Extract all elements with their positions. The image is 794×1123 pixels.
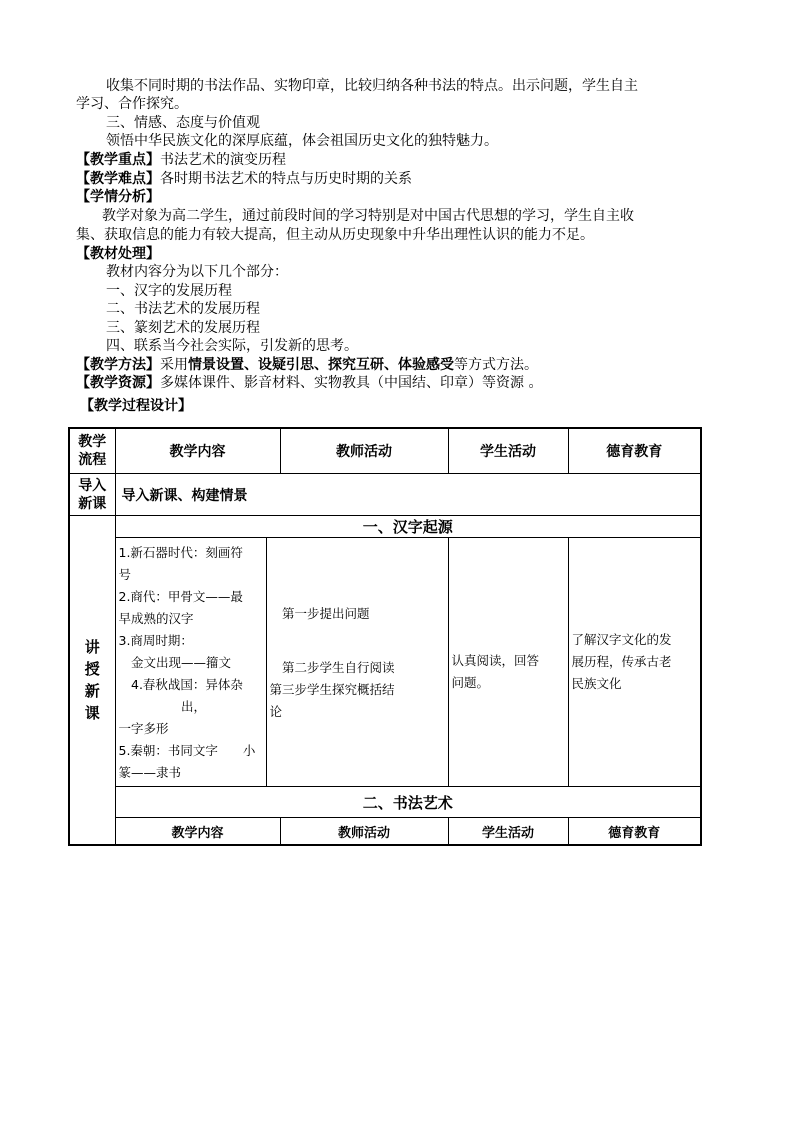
section2-header-row — [69, 818, 701, 846]
content-line: 一字多形 — [118, 721, 169, 736]
teaching-method-label: 【教学方法】 — [76, 357, 160, 373]
section1-title: 一、汉字起源 — [115, 516, 701, 538]
student-line: 认真阅读，回答 — [451, 653, 540, 668]
material-item-3: 三、篆刻艺术的发展历程 — [106, 320, 260, 336]
material-intro: 教材内容分为以下几个部分： — [106, 264, 288, 280]
lecture-label-char: 授 — [84, 660, 100, 678]
moral-line: 民族文化 — [571, 676, 622, 691]
learner-analysis-line-1: 教学对象为高二学生，通过前段时间的学习特别是对中国古代思想的学习，学生自主收 — [102, 208, 634, 224]
content-line: 2.商代：甲骨文——最 — [118, 589, 243, 604]
content-line: 篆——隶书 — [118, 765, 182, 780]
teaching-difficulty-label: 【教学难点】 — [76, 171, 160, 187]
material-item-1: 一、汉字的发展历程 — [106, 283, 232, 299]
objective-paragraph-line-1: 收集不同时期的书法作品、实物印章，比较归纳各种书法的特点。出示问题，学生自主 — [106, 78, 638, 94]
teaching-focus-label: 【教学重点】 — [76, 152, 160, 168]
content-line: 出， — [118, 699, 207, 714]
values-text: 领悟中华民族文化的深厚底蕴，体会祖国历史文化的独特魅力。 — [106, 133, 498, 149]
header-flow-line-1: 教学 — [78, 434, 107, 450]
content-line: 4.春秋战国：异体杂 — [118, 677, 243, 692]
intro-row — [69, 474, 701, 516]
teaching-method-post: 等方式方法。 — [454, 357, 538, 373]
teacher-line: 论 — [269, 704, 283, 719]
lecture-label-char: 讲 — [84, 638, 100, 656]
section1-title-row — [69, 516, 701, 538]
lecture-label — [69, 516, 115, 846]
intro-label-line-1: 导入 — [78, 477, 107, 494]
header-student: 学生活动 — [448, 428, 568, 474]
content-line: 号 — [118, 567, 132, 582]
section2-header-teacher: 教师活动 — [280, 818, 448, 846]
header-teacher: 教师活动 — [280, 428, 448, 474]
header-flow — [69, 428, 115, 474]
section1-teacher-cell — [266, 538, 448, 787]
table-header-row — [69, 428, 701, 474]
teacher-line: 第二步学生自行阅读 — [269, 660, 395, 675]
teacher-line: 第一步提出问题 — [269, 606, 370, 621]
content-line: 金文出现——籀文 — [118, 655, 232, 670]
teaching-resource — [76, 374, 542, 392]
teaching-method-bold: 情景设置、设疑引思、探究互研、体验感受 — [188, 357, 454, 373]
header-moral: 德育教育 — [568, 428, 701, 474]
content-line: 5.秦朝：书同文字 小 — [118, 743, 256, 758]
content-line: 3.商周时期： — [118, 633, 193, 648]
section2-title: 二、书法艺术 — [115, 787, 701, 818]
lecture-label-char: 课 — [84, 704, 100, 722]
intro-label — [69, 474, 115, 516]
material-item-2: 二、书法艺术的发展历程 — [106, 301, 260, 317]
content-line: 早成熟的汉字 — [118, 611, 194, 626]
teaching-focus — [76, 151, 286, 169]
values-heading: 三、情感、态度与价值观 — [106, 115, 260, 131]
section2-header-moral: 德育教育 — [568, 818, 701, 846]
moral-line: 了解汉字文化的发 — [571, 632, 672, 647]
lesson-plan-table — [68, 427, 702, 846]
teaching-resource-text: 多媒体课件、影音材料、实物教具（中国结、印章）等资源 。 — [160, 375, 543, 391]
section2-title-row — [69, 787, 701, 818]
content-line: 1.新石器时代：刻画符 — [118, 545, 243, 560]
intro-title: 导入新课、构建情景 — [115, 474, 701, 516]
header-flow-line-2: 流程 — [78, 452, 107, 468]
material-item-4: 四、联系当今社会实际，引发新的思考。 — [106, 338, 358, 354]
teaching-focus-text: 书法艺术的演变历程 — [160, 152, 286, 168]
section2-header-content: 教学内容 — [115, 818, 280, 846]
lecture-label-char: 新 — [84, 682, 100, 700]
material-label: 【教材处理】 — [76, 246, 160, 262]
teacher-line — [270, 647, 445, 657]
student-line: 问题。 — [451, 675, 490, 690]
teaching-resource-label: 【教学资源】 — [76, 375, 160, 391]
teaching-difficulty-text: 各时期书法艺术的特点与历史时期的关系 — [160, 171, 412, 187]
teaching-method-pre: 采用 — [160, 357, 188, 373]
teacher-line: 第三步学生探究概括结 — [269, 682, 395, 697]
section1-moral-cell — [568, 538, 701, 787]
section2-header-student: 学生活动 — [448, 818, 568, 846]
process-design-label: 【教学过程设计】 — [80, 398, 192, 414]
section1-student-cell — [448, 538, 568, 787]
teacher-line — [270, 625, 445, 647]
teaching-method — [76, 356, 538, 374]
section1-content-row — [69, 538, 701, 787]
intro-label-line-2: 新课 — [78, 495, 107, 512]
teaching-difficulty — [76, 170, 412, 188]
learner-analysis-line-2: 集、获取信息的能力有较大提高，但主动从历史现象中升华出理性认识的能力不足。 — [76, 227, 594, 243]
moral-line: 展历程，传承古老 — [571, 654, 672, 669]
learner-analysis-label: 【学情分析】 — [76, 189, 160, 205]
objective-paragraph-line-2: 学习、合作探究。 — [76, 96, 188, 112]
header-content: 教学内容 — [115, 428, 280, 474]
section1-content-cell — [115, 538, 266, 787]
